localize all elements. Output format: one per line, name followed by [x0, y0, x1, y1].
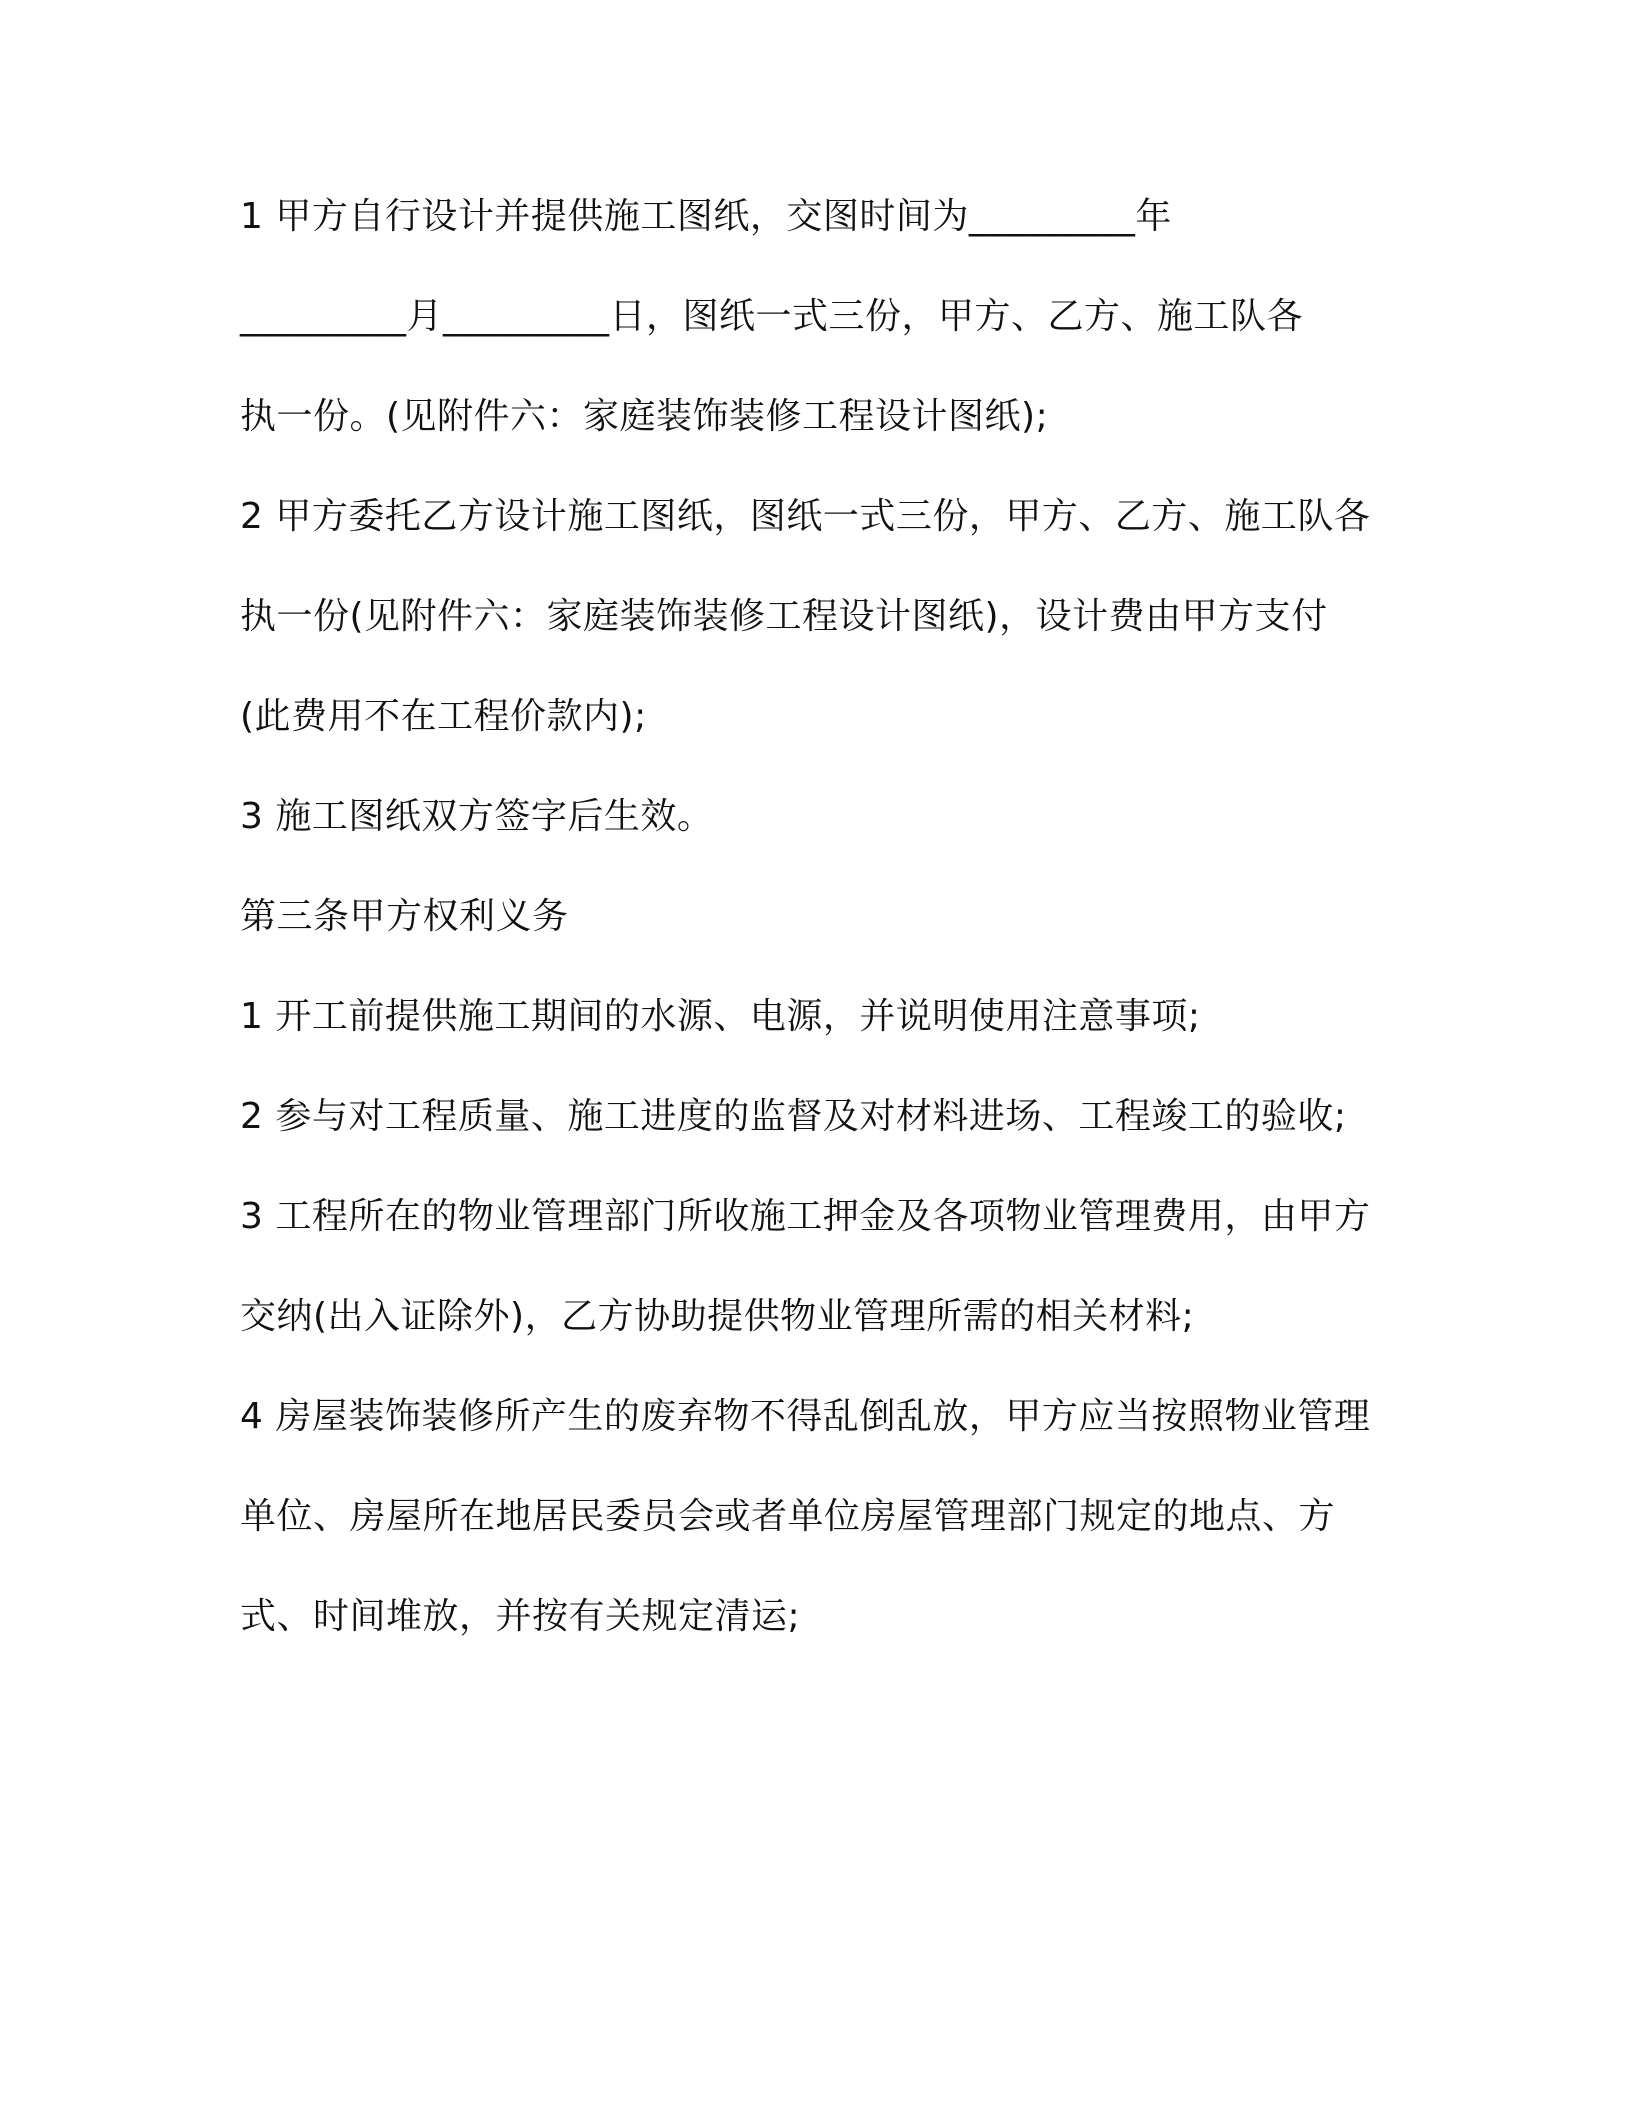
text-line-clause-2-1-b: _________月_________日，图纸一式三份，甲方、乙方、施工队各 [240, 296, 1304, 337]
text-line-clause-3-3-a: 3 工程所在的物业管理部门所收施工押金及各项物业管理费用，由甲方 [240, 1196, 1371, 1237]
text-line-clause-3-3-b: 交纳(出入证除外)，乙方协助提供物业管理所需的相关材料; [240, 1296, 1195, 1337]
text-line-clause-3-1: 1 开工前提供施工期间的水源、电源，并说明使用注意事项; [240, 996, 1201, 1037]
text-line-clause-3-4-a: 4 房屋装饰装修所产生的废弃物不得乱倒乱放，甲方应当按照物业管理 [240, 1396, 1371, 1437]
text-line-clause-3-4-c: 式、时间堆放，并按有关规定清运; [240, 1596, 801, 1637]
section-heading-article-3: 第三条甲方权利义务 [240, 896, 569, 937]
text-line-clause-2-2-b: 执一份(见附件六：家庭装饰装修工程设计图纸)，设计费由甲方支付 [240, 596, 1328, 637]
text-line-clause-2-1-c: 执一份。(见附件六：家庭装饰装修工程设计图纸); [240, 396, 1049, 437]
text-line-clause-3-2: 2 参与对工程质量、施工进度的监督及对材料进场、工程竣工的验收; [240, 1096, 1347, 1137]
text-line-clause-2-1-a: 1 甲方自行设计并提供施工图纸，交图时间为_________年 [240, 196, 1172, 237]
text-line-clause-2-3: 3 施工图纸双方签字后生效。 [240, 796, 714, 837]
text-line-clause-3-4-b: 单位、房屋所在地居民委员会或者单位房屋管理部门规定的地点、方 [240, 1496, 1336, 1537]
text-line-clause-2-2-a: 2 甲方委托乙方设计施工图纸，图纸一式三份，甲方、乙方、施工队各 [240, 496, 1371, 537]
text-line-clause-2-2-c: (此费用不在工程价款内); [240, 696, 647, 737]
